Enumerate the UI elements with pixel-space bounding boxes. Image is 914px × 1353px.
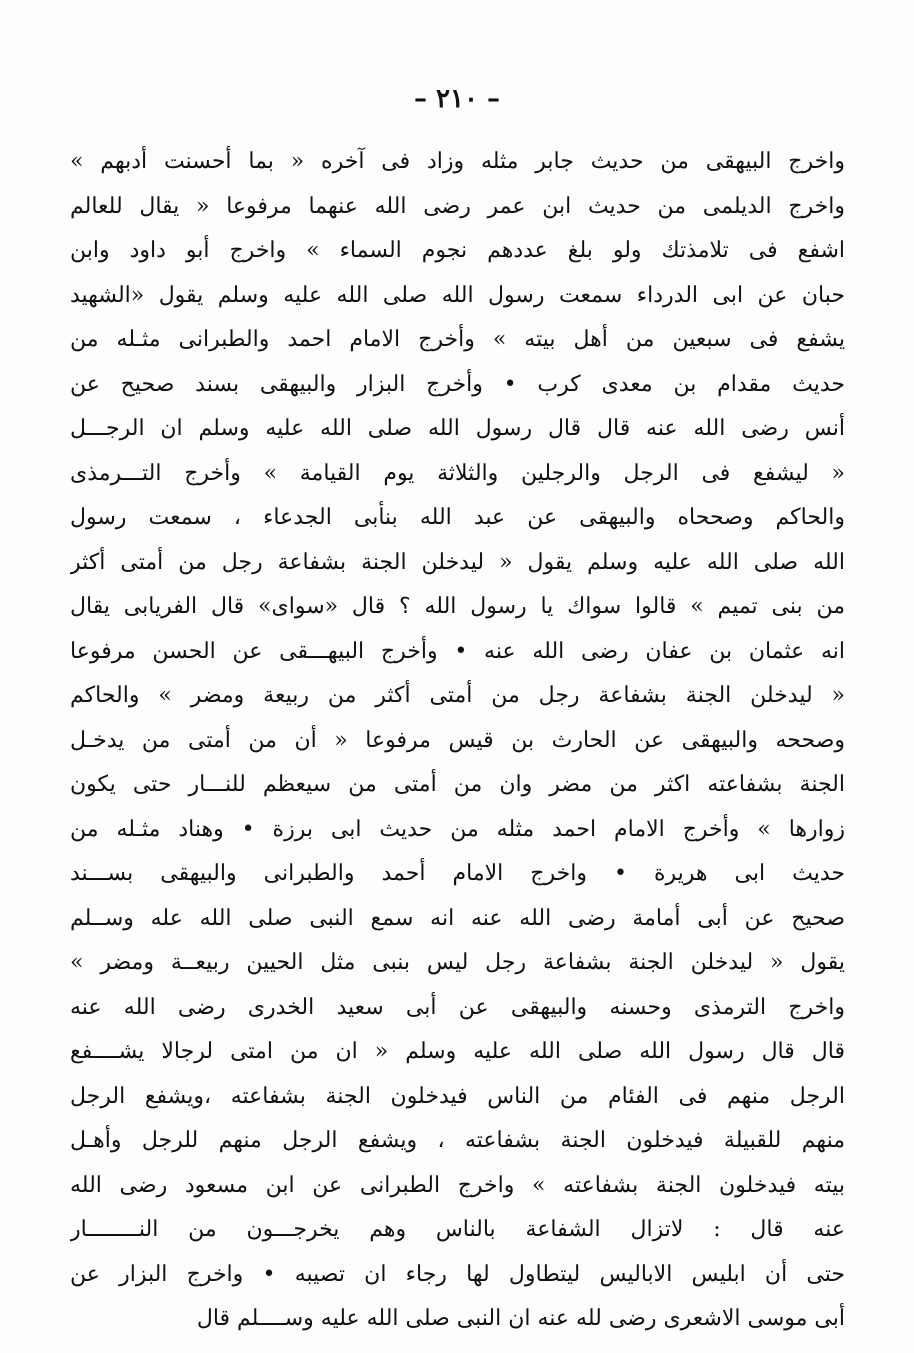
text-line: واخرج الترمذى وحسنه والبيهقى عن أبى سعيد الخدرى رضى الله عنه bbox=[70, 994, 845, 1020]
text-line: حديث مقدام بن معدى كرب • وأخرج البزار والبيهقى بسند صحيح عن bbox=[70, 371, 845, 397]
text-line: من بنى تميم » قالوا سواك يا رسول الله ؟ قال «سواى» قال الفريابى يقال bbox=[70, 594, 845, 619]
text-line: الرجل منهم فى الفئام من الناس فيدخلون الجنة بشفاعته ،ويشفع الرجل bbox=[70, 1083, 845, 1109]
text-line: حديث ابى هريرة • واخرج الامام أحمد والطبرانى والبيهقى بســـند bbox=[70, 861, 845, 886]
text-line: يشفع فى سبعين من أهل بيته » وأخرج الامام احمد والطبرانى مثـله من bbox=[70, 327, 845, 352]
text-line: يقول « ليدخلن الجنة بشفاعة رجل ليس بنبى مثل الحيين ربيعــة ومضر » bbox=[70, 950, 845, 975]
text-line: بيته فيدخلون الجنة بشفاعته » واخرج الطبرانى عن ابن مسعود رضى الله bbox=[70, 1172, 845, 1198]
text-line: واخرج البيهقى من حديث جابر مثله وزاد فى آخره « بما أحسنت أدبهم » bbox=[70, 149, 845, 174]
text-line: أبى موسى الاشعرى رضى لله عنه ان النبى صلى الله عليه وســــلم قال bbox=[196, 1306, 845, 1331]
text-line: منهم للقبيلة فيدخلون الجنة بشفاعته ، ويشفع الرجل منهم للرجل وأهـل bbox=[70, 1128, 845, 1153]
text-line: عنه قال : لاتزال الشفاعة بالناس وهم يخرجـــون من النــــــــار bbox=[70, 1217, 845, 1242]
page-number: – ٢١٠ – bbox=[413, 84, 501, 114]
text-line: انه عثمان بن عفان رضى الله عنه • وأخرج البيهـــقى عن الحسن مرفوعا bbox=[70, 638, 845, 664]
text-line: زوارها » وأخرج الامام احمد مثله من حديث ابى برزة • وهناد مثـله من bbox=[70, 816, 845, 842]
arabic-text-body bbox=[70, 140, 845, 1342]
text-line: حبان عن ابى الدرداء سمعت رسول الله صلى الله عليه وسلم يقول «الشهيد bbox=[70, 282, 845, 308]
text-line: الجنة بشفاعته اكثر من مضر وان من أمتى من سيعظم للنـــار حتى يكون bbox=[70, 772, 845, 797]
text-line: « ليدخلن الجنة بشفاعة رجل من أمتى أكثر من ربيعة ومضر » والحاكم bbox=[70, 683, 845, 708]
text-line: وصححه والبيهقى عن الحارث بن قيس مرفوعا « أن من أمتى من يدخـل bbox=[70, 727, 845, 753]
text-line: « ليشفع فى الرجل والرجلين والثلاثة يوم القيامة » وأخرج التـــرمذى bbox=[70, 460, 845, 486]
text-line: قال قال رسول الله صلى الله عليه وسلم « ان من امتى لرجالا يشــــفع bbox=[70, 1039, 845, 1064]
text-line: حتى أن ابليس الاباليس ليتطاول لها رجاء ان تصيبه • واخرج البزار عن bbox=[70, 1261, 845, 1287]
text-line: واخرج الديلمى من حديث ابن عمر رضى الله عنهما مرفوعا « يقال للعالم bbox=[70, 193, 845, 219]
text-line: والحاكم وصححاه والبيهقى عن عبد الله بنأبى الجدعاء ، سمعت رسول bbox=[70, 505, 845, 530]
text-line: الله صلى الله عليه وسلم يقول « ليدخلن الجنة بشفاعة رجل من أمتى أكثر bbox=[70, 549, 845, 575]
text-line: صحيح عن أبى أمامة رضى الله عنه انه سمع النبى صلى الله عله وســلم bbox=[70, 905, 845, 931]
text-line: اشفع فى تلامذتك ولو بلغ عددهم نجوم السماء » واخرج أبو داود وابن bbox=[70, 238, 845, 263]
text-line: أنس رضى الله عنه قال قال رسول الله صلى الله عليه وسلم ان الرجـــل bbox=[70, 416, 845, 441]
